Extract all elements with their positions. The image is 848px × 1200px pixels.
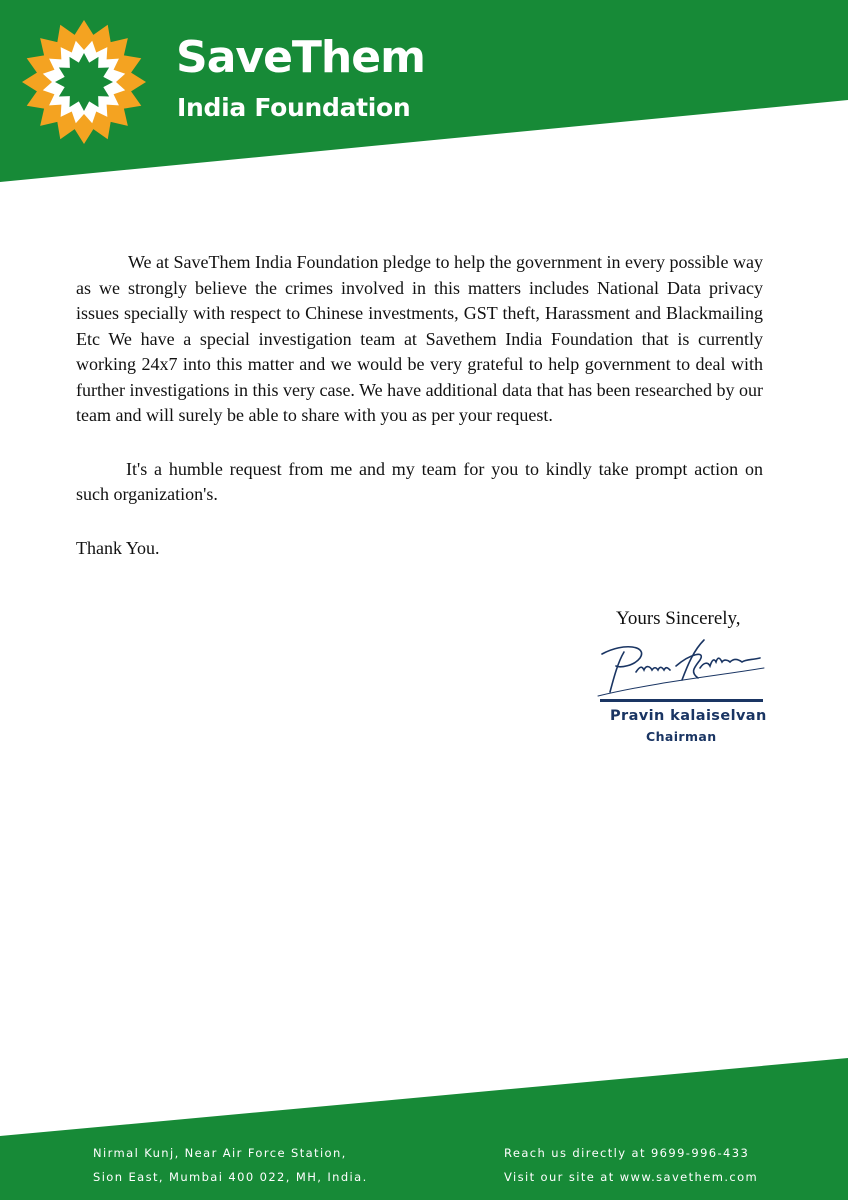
letter-paragraph-1: We at SaveThem India Foundation pledge to help the government in every possible way as we strongly believe the crimes involved in this matters includes National Data privacy issues specially with respect to Chinese investments, GST theft, Harassment and Blackmailing Etc We have a special investigation team at Savethem India Foundation that is currently working 24x7 into this matter and we would be very grateful to help government to deal with further investigations in this very case. We have additional data that has been researched by our team and will surely be able to share with you as per your request. [76,252,763,425]
brand-title: SaveThem [176,32,425,83]
handwritten-signature [596,632,766,700]
letter-paragraph-2: It's a humble request from me and my team for you to kindly take prompt action on such organization's. [76,458,763,504]
brand-subtitle: India Foundation [177,93,411,122]
sunburst-logo-icon [22,20,146,144]
signer-name: Pravin kalaiselvan [610,708,767,724]
footer-website-line: Visit our site at www.savethem.com [504,1170,759,1184]
signoff: Yours Sincerely, [616,608,741,629]
signer-title: Chairman [646,729,717,744]
footer-contact-line: Reach us directly at 9699-996-433 [504,1146,750,1160]
letter-body [76,250,763,561]
footer-address-line-1: Nirmal Kunj, Near Air Force Station, [93,1146,347,1160]
letter-closing: Thank You. [76,537,160,558]
footer-address-line-2: Sion East, Mumbai 400 022, MH, India. [93,1170,368,1184]
signature-rule [600,699,763,702]
